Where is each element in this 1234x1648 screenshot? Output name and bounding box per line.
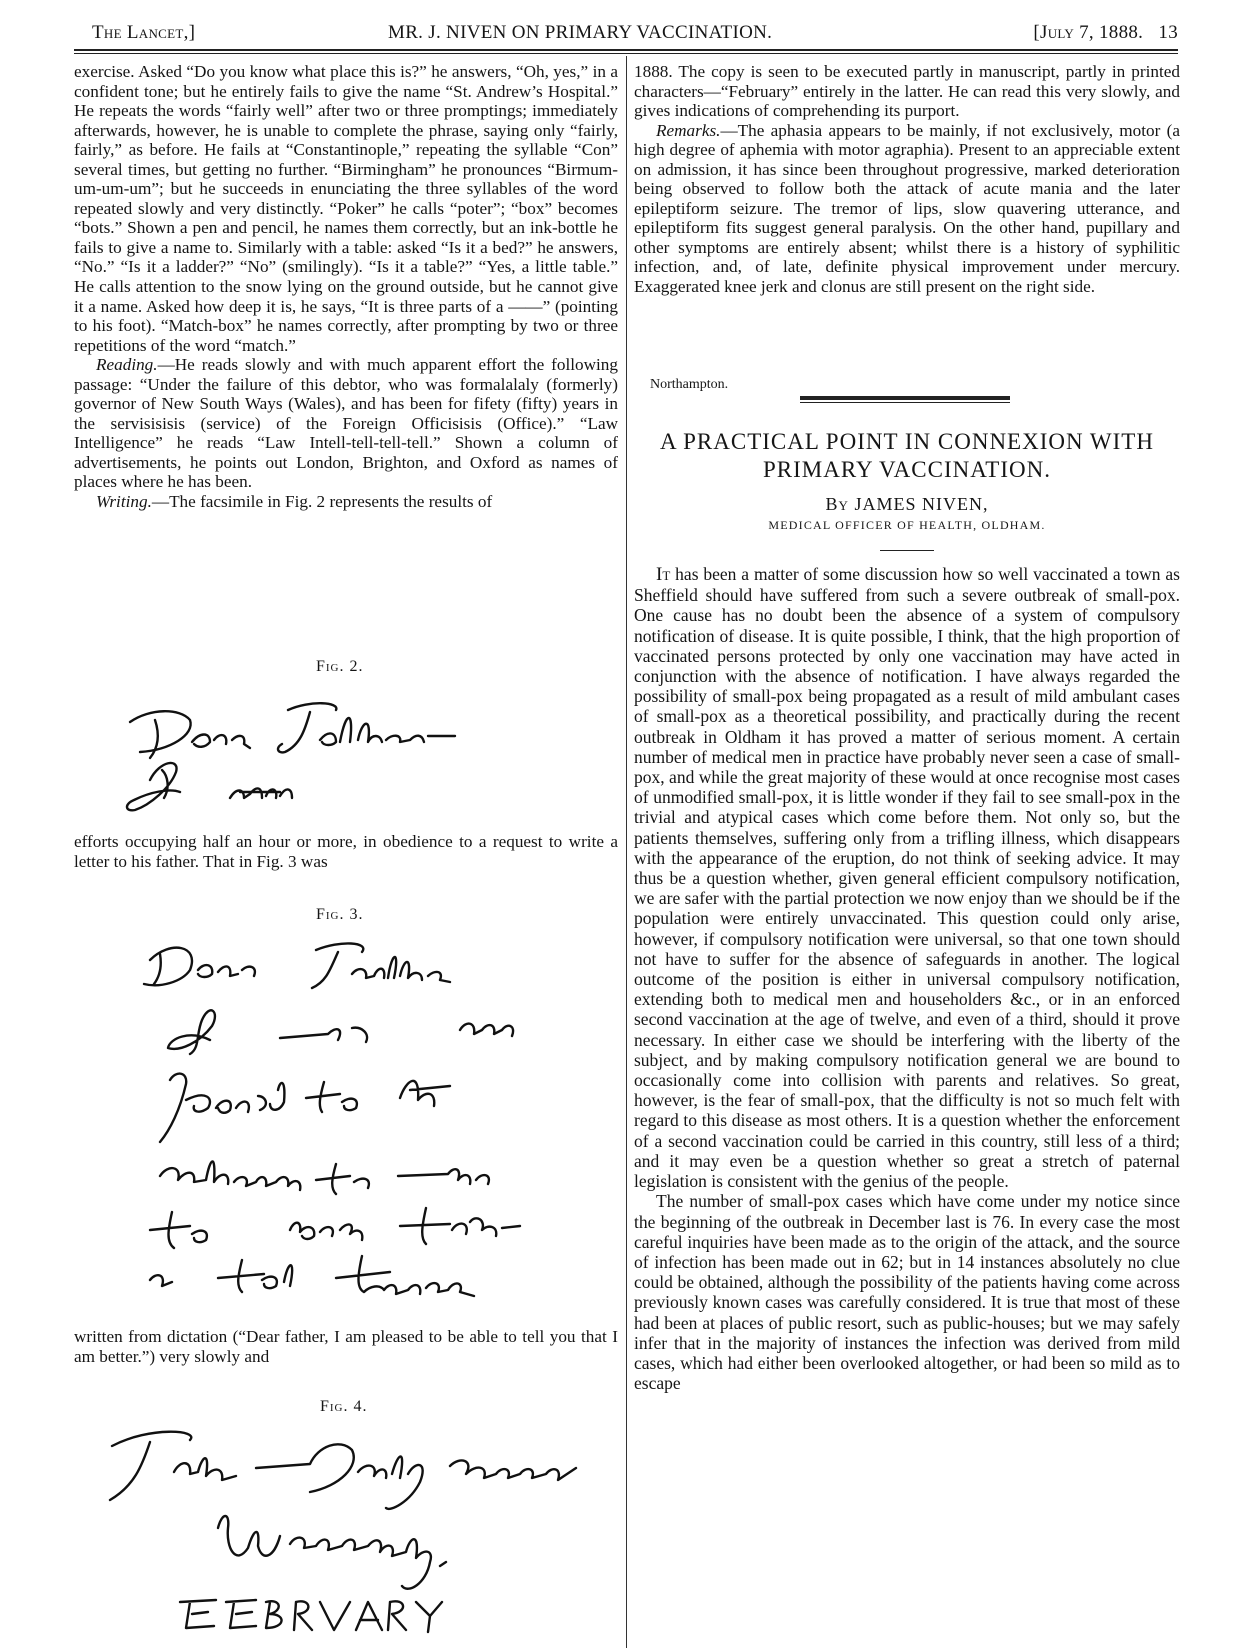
- page-number: 13: [1158, 22, 1178, 43]
- writing-label: Writing.: [96, 492, 152, 512]
- fig4-label: [320, 1398, 368, 1416]
- case-para-copy: 1888. The copy is seen to be executed partly in manuscript, partly in printed characters—“February” entirely in the latter. He can read this very slowly, and gives indications of comprehending its purport.: [634, 62, 1180, 121]
- fig4-label-text: Fig. 4.: [320, 1398, 368, 1415]
- author-byline: [634, 494, 1180, 515]
- case-para-speech: exercise. Asked “Do you know what place this is?” he answers, “Oh, yes,” in a confident tone; but he entirely fails to give the name “St. Andrew’s Hospital.” He repeats the words “fairly well” after two or three promptings; immediately afterwards, however, he is unable to complete the phrase, saying only “fairly, fairly,” as before. He fails at “Constantinople,” repeating the syllable “Con” several times, but getting no further. “Birmingham” he pronounces “Birmum-um-um-um”; but he succeeds in enunciating the three syllables of the word repeated slowly and very distinctly. “Poker” he calls “poter”; “box” becomes “bots.” Shown a pen and pencil, he names them correctly, but an ink-bottle he fails to give a name to. Similarly with a table: asked “Is it a bed?” he answers, “No.” “Is it a ladder?” “No” (smilingly). “Is it a table?” “Yes, a little table.” He calls attention to the snow lying on the ground outside, but he cannot give it a name. Asked how deep it is, he says, “It is three parts of a ——” (pointing to his foot). “Match-box” he names correctly, after prompting by two or three repetitions of the word “match.”: [74, 62, 618, 355]
- article-title-line2: PRIMARY VACCINATION.: [763, 457, 1051, 482]
- left-column-lower: [74, 1327, 618, 1366]
- remarks-text: —The aphasia appears to be mainly, if not exclusively, motor (a high degree of aphemia with motor agraphia). Present to an appreciable extent on admission, it has since been throughout progressive, marked deterioration being observed to follow both the attack of acute mania and the later epileptiform seizure. The tremor of lips, slow quavering utterance, and epileptiform fits suggest general paralysis. On the other hand, pupillary and other symptoms are entirely absent; whilst there is a history of syphilitic infection, and, of late, definite physical improvement under mercury. Exaggerated knee jerk and clonus are still present on the right side.: [634, 120, 1180, 297]
- left-column-mid: [74, 832, 618, 871]
- reading-label: Reading.: [96, 355, 158, 375]
- byline-prefix: By: [825, 494, 849, 514]
- writing-para: [74, 492, 618, 512]
- fig3-label: [316, 906, 364, 924]
- article-title: [634, 428, 1180, 484]
- right-column-top: [634, 62, 1180, 297]
- fig4-handwriting: [90, 1416, 630, 1648]
- header-rule: [74, 49, 1178, 51]
- place-signature: Northampton.: [650, 377, 729, 392]
- fig3-caption-para: written from dictation (“Dear father, I am pleased to be able to tell you that I am better.”) very slowly and: [74, 1327, 618, 1366]
- fig2-label-text: Fig. 2.: [316, 658, 364, 675]
- fig2-caption-para: efforts occupying half an hour or more, in obedience to a request to write a letter to his father. That in Fig. 3 was: [74, 832, 618, 871]
- writing-text: —The facsimile in Fig. 2 represents the results of: [151, 492, 493, 512]
- header-rule-thin: [74, 53, 1178, 54]
- left-column-top: [74, 62, 618, 512]
- byline-rule: [880, 550, 934, 551]
- fig3-handwriting: [130, 930, 580, 1320]
- section-rule-thick: [800, 396, 1010, 400]
- date-and-page: [1033, 22, 1178, 44]
- fig2-label: [316, 658, 364, 676]
- journal-name: The Lancet,]: [92, 22, 196, 43]
- opening-word: It: [656, 564, 671, 585]
- running-title: MR. J. NIVEN ON PRIMARY VACCINATION.: [388, 22, 773, 43]
- author-affiliation: MEDICAL OFFICER OF HEALTH, OLDHAM.: [768, 518, 1046, 532]
- reading-para: [74, 355, 618, 492]
- author-name: JAMES NIVEN,: [854, 494, 989, 514]
- article-body: [634, 564, 1180, 1393]
- section-rule-thin: [800, 402, 1010, 403]
- article-para-1: [634, 564, 1180, 1191]
- article-title-line1: A PRACTICAL POINT IN CONNEXION WITH: [660, 429, 1154, 454]
- fig3-label-text: Fig. 3.: [316, 906, 364, 923]
- remarks-label: Remarks.: [656, 120, 721, 140]
- column-divider: [626, 56, 627, 1648]
- article-para-1-text: has been a matter of some discussion how so well vaccinated a town as Sheffield should have suffered from such a severe outbreak of small-pox. One cause has no doubt been the absence of a system of compulsory notification of disease. It is quite possible, I think, that the high proportion of vaccinated persons protected by only one vaccination may have acted in conjunction with the absence of notification. I have always regarded the possibility of small-pox being propagated as a result of mild ambulant cases of small-pox as a theoretical possibility, and practically during the recent outbreak in Oldham it has proved a matter of serious moment. A certain number of medical men in practice have probably never seen a case of small-pox, and while the great majority of these would at once recognise most cases of unmodified small-pox, it is little wonder if they fail to see small-pox in the trivial and atypical cases which come before them. Not only so, but the patients themselves, suffering only from a trifling illness, which disappears with the appearance of the eruption, do not think of seeking advice. It may thus be a question whether, given general efficient compulsory notification, we are safer with the partial protection we now enjoy than we should be if the population were entirely unvaccinated. This question could only arise, however, if compulsory notification were universal, so that one town should not have to suffer for the absence of safeguards in another. The logical outcome of the position is either in universal compulsory notification, extending both to medical men and householders &c., or in an enforced second vaccination at the age of twelve, and even of a third, should it prove necessary. In either case we should be interfering with the liberty of the subject, and by making compulsory notification general we are bound to occasionally come into collision with parents and relatives. So great, however, is the fear of small-pox, that the difficulty is not so much felt with regard to this disease as most others. It is a question whether the enforcement of a second vaccination could be carried in this country, still less of a third; and it may even be a question whether so great a stretch of paternal legislation is consistent with the genius of the people.: [634, 564, 1180, 1192]
- remarks-para: [634, 121, 1180, 297]
- fig2-handwriting: [110, 680, 510, 830]
- article-para-2: The number of small-pox cases which have come under my notice since the beginning of the outbreak in December last is 76. In every case the most careful inquiries have been made as to the origin of the attack, and the source of infection has been made out in 62; but in 14 instances absolutely no clue could be obtained, although the possibility of the patients having come across previously known cases was carefully considered. It is true that most of these had been at places of public resort, such as public-houses; but we may safely infer that in the majority of instances the infection was derived from mild cases, which had either been overlooked altogether, or had been so mild as to escape: [634, 1191, 1180, 1394]
- running-header: [74, 18, 1178, 48]
- reading-text: —He reads slowly and with much apparent effort the following passage: “Under the failure of this debtor, who was formalalaly (formerly) governor of New South Ways (Wales), and has been for fifety (fifty) years in the servisisisis (service) of the Foreign Officisisis (Office).” “Law Intelligence” he reads “Law Intell-tell-tell-tell.” Shown a column of advertisements, he points out London, Brighton, and Oxford as names of places where he has been.: [74, 355, 618, 492]
- issue-date: [July 7, 1888.: [1033, 22, 1144, 43]
